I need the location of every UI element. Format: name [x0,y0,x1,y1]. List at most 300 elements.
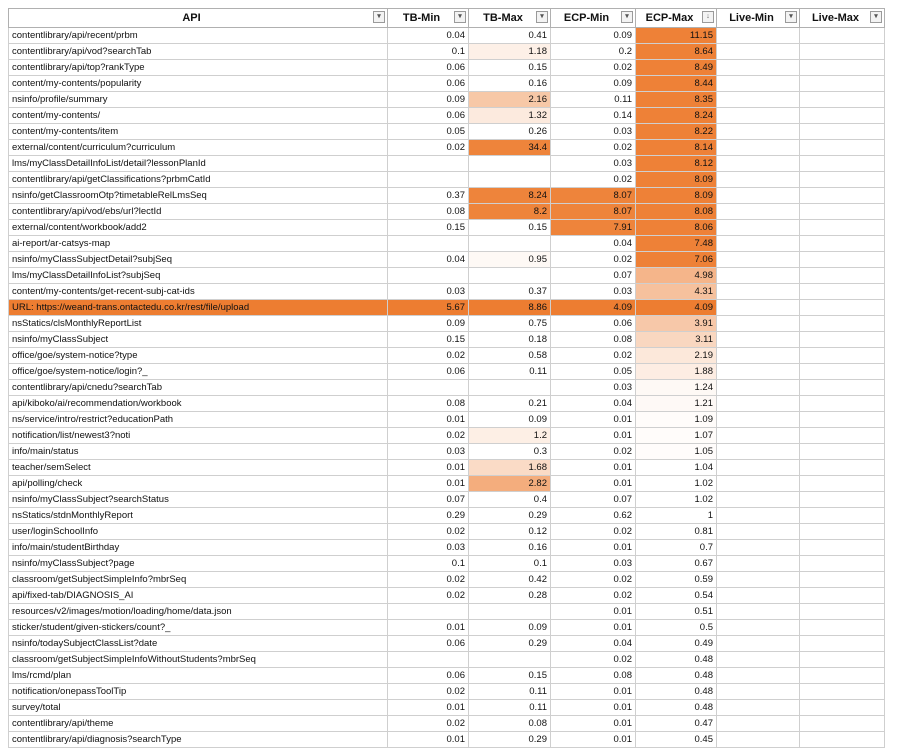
cell-tb-max[interactable]: 0.3 [469,444,551,460]
cell-live-min[interactable] [717,332,800,348]
cell-tb-max[interactable] [469,604,551,620]
cell-tb-min[interactable]: 0.01 [388,412,469,428]
cell-ecp-max[interactable]: 1.21 [636,396,717,412]
cell-ecp-min[interactable]: 0.02 [551,444,636,460]
cell-live-max[interactable] [800,252,885,268]
cell-live-min[interactable] [717,60,800,76]
cell-live-max[interactable] [800,636,885,652]
cell-tb-max[interactable]: 0.15 [469,60,551,76]
cell-tb-min[interactable]: 0.09 [388,316,469,332]
cell-tb-max[interactable] [469,380,551,396]
cell-ecp-max[interactable]: 1.88 [636,364,717,380]
cell-tb-max[interactable]: 0.09 [469,412,551,428]
cell-tb-min[interactable]: 0.09 [388,92,469,108]
cell-ecp-min[interactable]: 0.07 [551,268,636,284]
cell-tb-max[interactable]: 0.11 [469,684,551,700]
cell-api[interactable]: contentlibrary/api/theme [9,716,388,732]
cell-ecp-max[interactable]: 8.12 [636,156,717,172]
cell-tb-min[interactable] [388,380,469,396]
cell-api[interactable]: external/content/curriculum?curriculum [9,140,388,156]
cell-live-min[interactable] [717,172,800,188]
column-header-ecp-max[interactable] [636,9,717,28]
cell-live-max[interactable] [800,476,885,492]
cell-tb-max[interactable]: 0.21 [469,396,551,412]
cell-api[interactable]: api/polling/check [9,476,388,492]
cell-tb-max[interactable]: 1.18 [469,44,551,60]
cell-live-min[interactable] [717,92,800,108]
cell-tb-min[interactable]: 0.06 [388,636,469,652]
cell-ecp-min[interactable]: 0.01 [551,620,636,636]
cell-tb-max[interactable] [469,236,551,252]
cell-ecp-max[interactable]: 1.02 [636,476,717,492]
cell-ecp-min[interactable]: 0.08 [551,332,636,348]
cell-live-min[interactable] [717,268,800,284]
cell-live-max[interactable] [800,348,885,364]
cell-api[interactable]: lms/rcmd/plan [9,668,388,684]
cell-live-min[interactable] [717,604,800,620]
cell-api[interactable]: classroom/getSubjectSimpleInfoWithoutStudents?mbrSeq [9,652,388,668]
cell-ecp-min[interactable]: 0.04 [551,396,636,412]
cell-live-min[interactable] [717,236,800,252]
cell-tb-min[interactable]: 0.03 [388,540,469,556]
cell-ecp-max[interactable]: 0.48 [636,652,717,668]
cell-ecp-max[interactable]: 0.7 [636,540,717,556]
cell-ecp-max[interactable]: 8.06 [636,220,717,236]
cell-live-max[interactable] [800,524,885,540]
cell-live-max[interactable] [800,76,885,92]
filter-dropdown-icon[interactable]: ▾ [870,11,882,23]
cell-tb-min[interactable]: 0.01 [388,732,469,748]
cell-tb-max[interactable]: 8.2 [469,204,551,220]
cell-live-min[interactable] [717,524,800,540]
cell-ecp-min[interactable]: 0.02 [551,140,636,156]
cell-ecp-max[interactable]: 8.49 [636,60,717,76]
cell-ecp-min[interactable]: 7.91 [551,220,636,236]
cell-ecp-min[interactable]: 0.01 [551,412,636,428]
cell-ecp-min[interactable]: 0.01 [551,684,636,700]
cell-tb-min[interactable]: 5.67 [388,300,469,316]
cell-ecp-max[interactable]: 0.48 [636,684,717,700]
cell-tb-max[interactable]: 0.1 [469,556,551,572]
cell-api[interactable]: lms/myClassDetailInfoList?subjSeq [9,268,388,284]
cell-api[interactable]: nsinfo/todaySubjectClassList?date [9,636,388,652]
cell-ecp-min[interactable]: 0.02 [551,588,636,604]
cell-tb-max[interactable]: 0.09 [469,620,551,636]
column-header-tb-min[interactable] [388,9,469,28]
cell-live-min[interactable] [717,700,800,716]
cell-ecp-min[interactable]: 8.07 [551,204,636,220]
cell-tb-min[interactable]: 0.07 [388,492,469,508]
cell-ecp-min[interactable]: 0.02 [551,172,636,188]
cell-ecp-max[interactable]: 0.48 [636,668,717,684]
cell-live-max[interactable] [800,556,885,572]
cell-tb-min[interactable]: 0.04 [388,28,469,44]
cell-api[interactable]: content/my-contents/ [9,108,388,124]
cell-api[interactable]: classroom/getSubjectSimpleInfo?mbrSeq [9,572,388,588]
cell-live-min[interactable] [717,556,800,572]
cell-ecp-max[interactable]: 8.64 [636,44,717,60]
cell-ecp-max[interactable]: 8.09 [636,188,717,204]
cell-ecp-max[interactable]: 0.5 [636,620,717,636]
cell-live-max[interactable] [800,92,885,108]
cell-api[interactable]: contentlibrary/api/getClassifications?prbmCatId [9,172,388,188]
cell-ecp-max[interactable]: 1.02 [636,492,717,508]
cell-tb-max[interactable]: 0.4 [469,492,551,508]
cell-ecp-min[interactable]: 0.09 [551,28,636,44]
cell-live-min[interactable] [717,476,800,492]
cell-ecp-max[interactable]: 3.11 [636,332,717,348]
cell-live-max[interactable] [800,620,885,636]
cell-live-min[interactable] [717,588,800,604]
cell-ecp-min[interactable]: 0.01 [551,460,636,476]
cell-tb-max[interactable]: 0.11 [469,700,551,716]
cell-ecp-min[interactable]: 0.01 [551,604,636,620]
cell-tb-max[interactable]: 0.95 [469,252,551,268]
cell-ecp-min[interactable]: 0.02 [551,252,636,268]
cell-live-max[interactable] [800,140,885,156]
cell-api[interactable]: nsStatics/stdnMonthlyReport [9,508,388,524]
cell-live-min[interactable] [717,668,800,684]
cell-ecp-min[interactable]: 0.09 [551,76,636,92]
cell-live-max[interactable] [800,492,885,508]
cell-ecp-min[interactable]: 0.03 [551,156,636,172]
column-header-tb-max[interactable] [469,9,551,28]
cell-live-min[interactable] [717,76,800,92]
cell-ecp-max[interactable]: 8.24 [636,108,717,124]
cell-live-min[interactable] [717,652,800,668]
cell-ecp-min[interactable]: 8.07 [551,188,636,204]
cell-live-max[interactable] [800,460,885,476]
cell-ecp-min[interactable]: 0.05 [551,364,636,380]
cell-api[interactable]: content/my-contents/get-recent-subj-cat-ids [9,284,388,300]
cell-live-min[interactable] [717,44,800,60]
cell-tb-min[interactable]: 0.01 [388,620,469,636]
cell-ecp-min[interactable]: 0.08 [551,668,636,684]
cell-live-min[interactable] [717,444,800,460]
cell-api[interactable]: info/main/status [9,444,388,460]
cell-ecp-max[interactable]: 11.15 [636,28,717,44]
cell-live-min[interactable] [717,540,800,556]
cell-live-max[interactable] [800,108,885,124]
cell-live-max[interactable] [800,444,885,460]
cell-tb-max[interactable]: 0.08 [469,716,551,732]
cell-ecp-min[interactable]: 0.01 [551,716,636,732]
cell-api[interactable]: api/fixed-tab/DIAGNOSIS_AI [9,588,388,604]
cell-ecp-max[interactable]: 4.98 [636,268,717,284]
cell-live-max[interactable] [800,684,885,700]
cell-live-max[interactable] [800,268,885,284]
cell-ecp-max[interactable]: 2.19 [636,348,717,364]
cell-live-max[interactable] [800,60,885,76]
cell-live-max[interactable] [800,668,885,684]
cell-tb-min[interactable]: 0.02 [388,348,469,364]
cell-api[interactable]: contentlibrary/api/top?rankType [9,60,388,76]
cell-tb-max[interactable]: 34.4 [469,140,551,156]
cell-live-max[interactable] [800,284,885,300]
cell-ecp-max[interactable]: 8.08 [636,204,717,220]
cell-live-min[interactable] [717,156,800,172]
cell-live-max[interactable] [800,700,885,716]
cell-tb-min[interactable]: 0.02 [388,716,469,732]
cell-tb-max[interactable] [469,156,551,172]
column-header-ecp-min[interactable] [551,9,636,28]
cell-live-min[interactable] [717,364,800,380]
cell-live-max[interactable] [800,540,885,556]
cell-ecp-max[interactable]: 1.05 [636,444,717,460]
cell-tb-max[interactable]: 0.41 [469,28,551,44]
cell-api[interactable]: nsinfo/profile/summary [9,92,388,108]
cell-ecp-max[interactable]: 3.91 [636,316,717,332]
cell-live-max[interactable] [800,44,885,60]
cell-api[interactable]: external/content/workbook/add2 [9,220,388,236]
cell-api[interactable]: URL: https://weand-trans.ontactedu.co.kr/rest/file/upload [9,300,388,316]
cell-live-max[interactable] [800,316,885,332]
cell-ecp-min[interactable]: 0.03 [551,556,636,572]
cell-tb-min[interactable]: 0.1 [388,556,469,572]
cell-live-min[interactable] [717,508,800,524]
cell-ecp-min[interactable]: 0.01 [551,476,636,492]
cell-ecp-max[interactable]: 0.81 [636,524,717,540]
cell-api[interactable]: content/my-contents/item [9,124,388,140]
filter-dropdown-icon[interactable]: ▾ [373,11,385,23]
cell-live-min[interactable] [717,188,800,204]
cell-tb-max[interactable]: 0.16 [469,76,551,92]
column-header-live-max[interactable] [800,9,885,28]
cell-tb-max[interactable]: 0.28 [469,588,551,604]
cell-ecp-min[interactable]: 0.02 [551,348,636,364]
cell-tb-max[interactable]: 1.68 [469,460,551,476]
cell-live-min[interactable] [717,732,800,748]
cell-api[interactable]: contentlibrary/api/vod/ebs/url?lectId [9,204,388,220]
cell-tb-min[interactable]: 0.02 [388,684,469,700]
cell-live-max[interactable] [800,716,885,732]
cell-live-min[interactable] [717,140,800,156]
cell-ecp-max[interactable]: 1.09 [636,412,717,428]
cell-live-max[interactable] [800,172,885,188]
cell-ecp-max[interactable]: 0.51 [636,604,717,620]
filter-dropdown-icon[interactable]: ▾ [621,11,633,23]
cell-live-min[interactable] [717,428,800,444]
cell-live-min[interactable] [717,380,800,396]
cell-ecp-max[interactable]: 1.07 [636,428,717,444]
cell-ecp-min[interactable]: 0.02 [551,652,636,668]
cell-live-max[interactable] [800,364,885,380]
cell-live-min[interactable] [717,492,800,508]
cell-tb-max[interactable]: 2.82 [469,476,551,492]
filter-dropdown-icon[interactable]: ▾ [454,11,466,23]
cell-tb-min[interactable]: 0.06 [388,108,469,124]
cell-ecp-min[interactable]: 0.06 [551,316,636,332]
cell-live-max[interactable] [800,204,885,220]
cell-live-max[interactable] [800,428,885,444]
sort-descending-filter-icon[interactable]: ↓ [702,11,714,23]
cell-tb-min[interactable]: 0.04 [388,252,469,268]
cell-api[interactable]: office/goe/system-notice?type [9,348,388,364]
cell-api[interactable]: sticker/student/given-stickers/count?_ [9,620,388,636]
cell-api[interactable]: contentlibrary/api/cnedu?searchTab [9,380,388,396]
cell-tb-max[interactable]: 0.29 [469,732,551,748]
cell-ecp-min[interactable]: 0.2 [551,44,636,60]
cell-tb-max[interactable]: 0.29 [469,508,551,524]
cell-live-max[interactable] [800,300,885,316]
cell-tb-min[interactable]: 0.08 [388,204,469,220]
cell-tb-min[interactable]: 0.02 [388,428,469,444]
cell-ecp-max[interactable]: 8.22 [636,124,717,140]
cell-live-max[interactable] [800,220,885,236]
cell-api[interactable]: teacher/semSelect [9,460,388,476]
cell-api[interactable]: nsinfo/myClassSubjectDetail?subjSeq [9,252,388,268]
cell-ecp-max[interactable]: 0.59 [636,572,717,588]
cell-live-max[interactable] [800,332,885,348]
cell-tb-min[interactable]: 0.02 [388,572,469,588]
cell-live-min[interactable] [717,108,800,124]
cell-api[interactable]: nsinfo/myClassSubject?page [9,556,388,572]
cell-live-min[interactable] [717,300,800,316]
cell-tb-min[interactable] [388,172,469,188]
filter-dropdown-icon[interactable]: ▾ [785,11,797,23]
cell-ecp-max[interactable]: 7.48 [636,236,717,252]
cell-tb-min[interactable]: 0.01 [388,700,469,716]
cell-ecp-min[interactable]: 0.03 [551,124,636,140]
cell-ecp-min[interactable]: 0.03 [551,380,636,396]
cell-tb-min[interactable]: 0.03 [388,284,469,300]
cell-live-min[interactable] [717,636,800,652]
cell-api[interactable]: office/goe/system-notice/login?_ [9,364,388,380]
filter-dropdown-icon[interactable]: ▾ [536,11,548,23]
cell-ecp-max[interactable]: 1 [636,508,717,524]
cell-live-min[interactable] [717,572,800,588]
cell-live-max[interactable] [800,588,885,604]
cell-tb-max[interactable] [469,268,551,284]
cell-tb-min[interactable]: 0.15 [388,332,469,348]
cell-api[interactable]: notification/onepassToolTip [9,684,388,700]
cell-tb-min[interactable]: 0.08 [388,396,469,412]
cell-api[interactable]: ai-report/ar-catsys-map [9,236,388,252]
cell-live-min[interactable] [717,348,800,364]
cell-api[interactable]: ns/service/intro/restrict?educationPath [9,412,388,428]
cell-live-min[interactable] [717,620,800,636]
cell-tb-min[interactable] [388,604,469,620]
cell-live-max[interactable] [800,236,885,252]
cell-tb-min[interactable] [388,652,469,668]
cell-tb-min[interactable]: 0.1 [388,44,469,60]
cell-ecp-max[interactable]: 0.47 [636,716,717,732]
cell-tb-min[interactable] [388,268,469,284]
cell-live-max[interactable] [800,652,885,668]
cell-tb-max[interactable]: 2.16 [469,92,551,108]
cell-ecp-max[interactable]: 7.06 [636,252,717,268]
cell-api[interactable]: nsinfo/getClassroomOtp?timetableRelLmsSeq [9,188,388,204]
cell-tb-max[interactable]: 8.24 [469,188,551,204]
cell-tb-min[interactable] [388,156,469,172]
column-header-live-min[interactable] [717,9,800,28]
cell-tb-max[interactable] [469,652,551,668]
cell-tb-min[interactable]: 0.06 [388,668,469,684]
cell-live-min[interactable] [717,28,800,44]
cell-ecp-max[interactable]: 8.09 [636,172,717,188]
cell-api[interactable]: resources/v2/images/motion/loading/home/data.json [9,604,388,620]
cell-ecp-min[interactable]: 0.04 [551,636,636,652]
cell-live-max[interactable] [800,28,885,44]
cell-api[interactable]: survey/total [9,700,388,716]
cell-ecp-min[interactable]: 0.01 [551,428,636,444]
cell-live-min[interactable] [717,684,800,700]
cell-tb-min[interactable]: 0.05 [388,124,469,140]
cell-api[interactable]: user/loginSchoolInfo [9,524,388,540]
cell-api[interactable]: contentlibrary/api/recent/prbm [9,28,388,44]
cell-live-max[interactable] [800,732,885,748]
cell-tb-min[interactable]: 0.02 [388,140,469,156]
cell-ecp-max[interactable]: 8.14 [636,140,717,156]
cell-api[interactable]: lms/myClassDetailInfoList/detail?lessonPlanId [9,156,388,172]
cell-tb-min[interactable]: 0.01 [388,460,469,476]
cell-ecp-min[interactable]: 0.03 [551,284,636,300]
cell-tb-max[interactable]: 0.75 [469,316,551,332]
cell-api[interactable]: notification/list/newest3?noti [9,428,388,444]
cell-tb-min[interactable]: 0.37 [388,188,469,204]
cell-tb-max[interactable]: 0.15 [469,220,551,236]
cell-live-min[interactable] [717,284,800,300]
cell-ecp-min[interactable]: 0.01 [551,540,636,556]
cell-live-max[interactable] [800,508,885,524]
cell-live-min[interactable] [717,716,800,732]
cell-tb-max[interactable]: 0.26 [469,124,551,140]
cell-live-min[interactable] [717,220,800,236]
cell-api[interactable]: nsinfo/myClassSubject [9,332,388,348]
cell-ecp-max[interactable]: 4.09 [636,300,717,316]
cell-live-max[interactable] [800,380,885,396]
cell-tb-min[interactable]: 0.15 [388,220,469,236]
cell-api[interactable]: api/kiboko/ai/recommendation/workbook [9,396,388,412]
cell-tb-max[interactable]: 8.86 [469,300,551,316]
cell-tb-max[interactable]: 0.18 [469,332,551,348]
cell-tb-min[interactable]: 0.02 [388,524,469,540]
cell-live-min[interactable] [717,460,800,476]
cell-live-min[interactable] [717,204,800,220]
cell-tb-min[interactable]: 0.06 [388,60,469,76]
cell-api[interactable]: nsStatics/clsMonthlyReportList [9,316,388,332]
cell-ecp-max[interactable]: 1.24 [636,380,717,396]
cell-tb-max[interactable] [469,172,551,188]
cell-ecp-max[interactable]: 0.49 [636,636,717,652]
cell-ecp-max[interactable]: 8.44 [636,76,717,92]
cell-tb-min[interactable]: 0.29 [388,508,469,524]
cell-tb-max[interactable]: 0.16 [469,540,551,556]
cell-api[interactable]: content/my-contents/popularity [9,76,388,92]
cell-ecp-max[interactable]: 0.48 [636,700,717,716]
cell-ecp-max[interactable]: 0.54 [636,588,717,604]
cell-ecp-min[interactable]: 0.01 [551,700,636,716]
cell-tb-max[interactable]: 0.37 [469,284,551,300]
cell-tb-max[interactable]: 0.58 [469,348,551,364]
cell-ecp-min[interactable]: 0.62 [551,508,636,524]
cell-ecp-max[interactable]: 0.67 [636,556,717,572]
column-header-api[interactable] [9,9,388,28]
cell-ecp-min[interactable]: 0.11 [551,92,636,108]
cell-live-min[interactable] [717,124,800,140]
cell-tb-max[interactable]: 0.29 [469,636,551,652]
cell-tb-min[interactable]: 0.02 [388,588,469,604]
cell-live-max[interactable] [800,412,885,428]
cell-live-max[interactable] [800,604,885,620]
cell-ecp-min[interactable]: 0.14 [551,108,636,124]
cell-api[interactable]: contentlibrary/api/vod?searchTab [9,44,388,60]
cell-ecp-min[interactable]: 0.02 [551,60,636,76]
cell-api[interactable]: contentlibrary/api/diagnosis?searchType [9,732,388,748]
cell-live-min[interactable] [717,252,800,268]
cell-live-min[interactable] [717,316,800,332]
cell-tb-min[interactable]: 0.06 [388,364,469,380]
